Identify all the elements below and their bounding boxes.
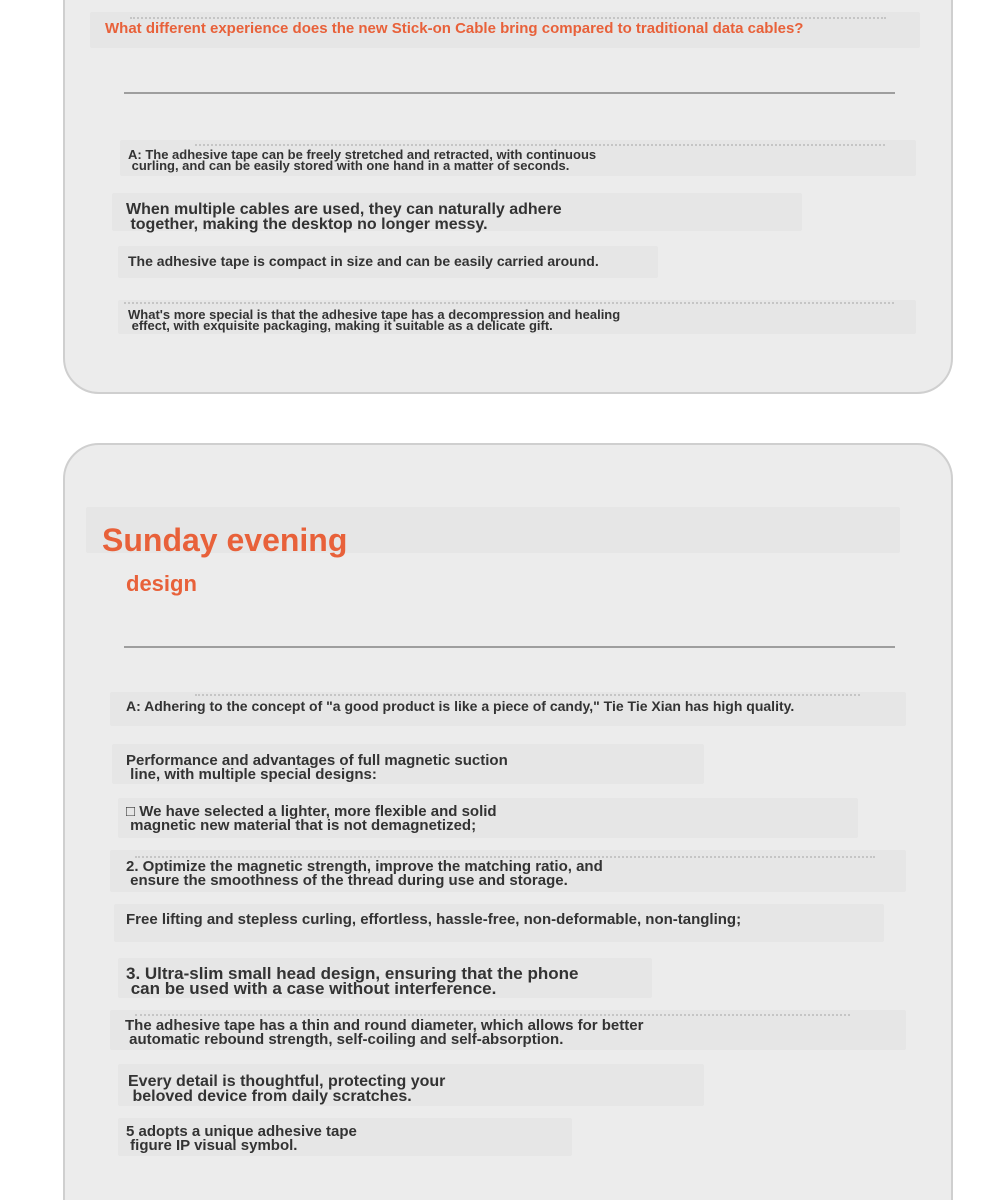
point-ultraslim: 3. Ultra-slim small head design, ensuring that the phone can be used with a case without interference. (126, 964, 579, 998)
answer-intro: A: The adhesive tape can be freely stretched and retracted, with continuous curling, and can be easily stored with one hand in a matter of seconds. (128, 147, 597, 173)
point-optimize: 2. Optimize the magnetic strength, improve the matching ratio, and ensure the smoothness of the thread during use and storage. (126, 858, 603, 889)
point-diameter: The adhesive tape has a thin and round diameter, which allows for better automatic rebound strength, self-coiling and self-absorption. (125, 1017, 644, 1048)
point-performance: Performance and advantages of full magnetic suction line, with multiple special designs: (126, 752, 508, 783)
scan-noise (195, 144, 885, 146)
section-two-divider (124, 646, 895, 648)
point-gift: What's more special is that the adhesive tape has a decompression and healing effect, with exquisite packaging, making it suitable as a delicate gift. (128, 307, 621, 333)
scan-noise (124, 302, 894, 304)
point-adhere: When multiple cables are used, they can naturally adhere together, making the desktop no longer messy. (126, 201, 562, 233)
point-symbol: 5 adopts a unique adhesive tape figure IP visual symbol. (126, 1123, 357, 1154)
scan-noise (135, 1014, 850, 1016)
point-detail: Every detail is thoughtful, protecting your beloved device from daily scratches. (128, 1073, 446, 1105)
section-one-divider (124, 92, 895, 94)
point-compact: The adhesive tape is compact in size and can be easily carried around. (128, 253, 599, 269)
answer-intro: A: Adhering to the concept of "a good product is like a piece of candy," Tie Tie Xian has high quality. (126, 698, 795, 714)
point-lifting: Free lifting and stepless curling, effortless, hassle-free, non-deformable, non-tangling; (126, 911, 742, 928)
point-material: □ We have selected a lighter, more flexible and solid magnetic new material that is not demagnetized; (126, 803, 497, 834)
section-subheading: design (126, 571, 197, 596)
scan-noise (130, 17, 886, 19)
section-heading: Sunday evening (102, 522, 348, 558)
scan-noise (195, 694, 860, 696)
question-heading: What different experience does the new Stick-on Cable bring compared to traditional data cables? (105, 20, 804, 37)
